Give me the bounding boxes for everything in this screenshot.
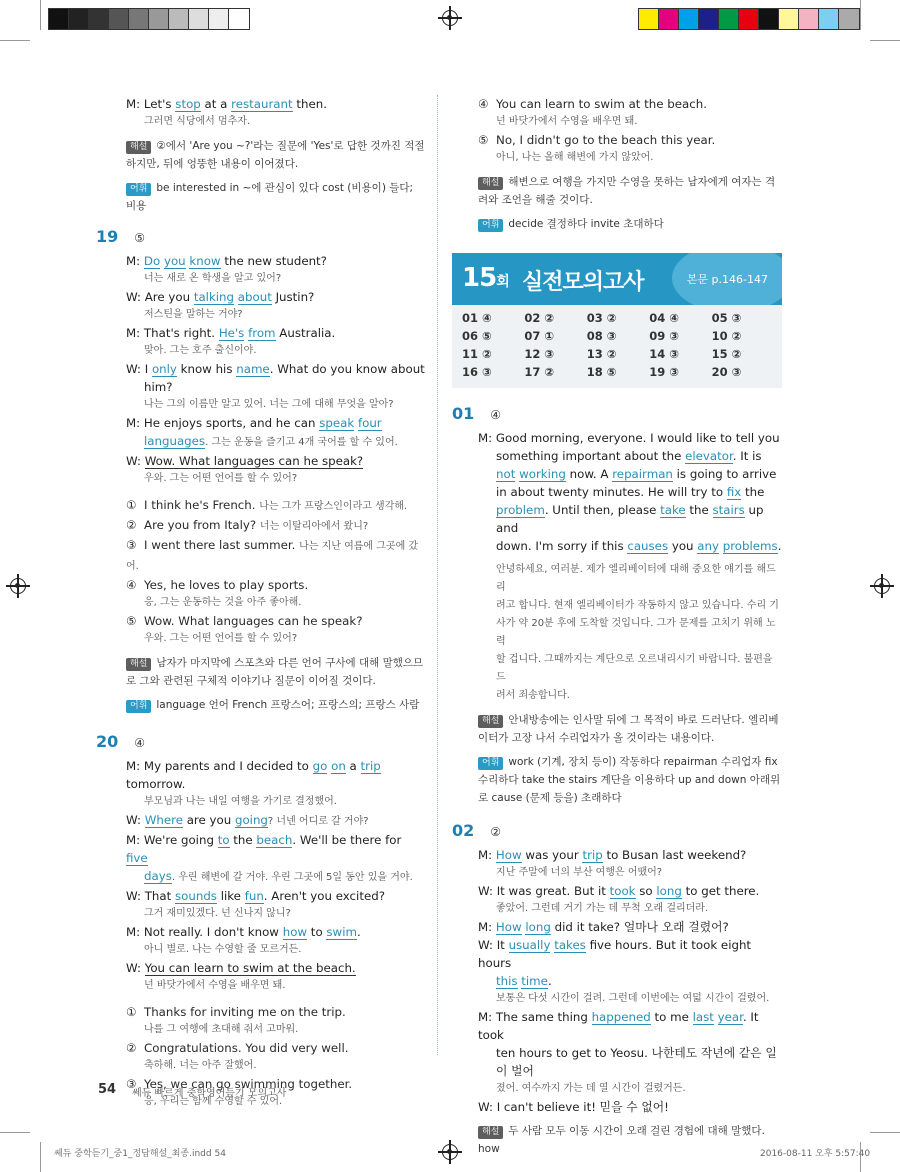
explanation-note: 해설 두 사람 모두 이동 시간이 오래 걸린 경험에 대해 말했다. how <box>478 1125 765 1155</box>
answer-key-item: 15 ② <box>711 347 742 361</box>
crop-mark <box>0 40 30 41</box>
dialogue-line-cont: something important about the elevator. It is <box>496 449 762 463</box>
answer-key-item: 08 ③ <box>586 329 617 343</box>
vocab-note: 어휘 language 언어 French 프랑스어; 프랑스의; 프랑스 사람 <box>126 696 426 714</box>
dialogue-line-cont: down. I'm sorry if this causes you any problems. <box>496 539 782 553</box>
answer-key-item: 13 ② <box>586 347 617 361</box>
answer-key-item: 07 ① <box>524 329 555 343</box>
crop-mark <box>40 0 41 30</box>
dialogue-line: M: Good morning, everyone. I would like to tell you <box>478 431 780 445</box>
answer-option: ① I think he's French. 나는 그가 프랑스인이라고 생각해. <box>126 498 408 512</box>
explanation-note: 해설 안내방송에는 인사말 뒤에 그 목적이 바로 드러난다. 엘리베이터가 고장 나서 수리업자가 올 것이라는 내용이다. <box>478 714 779 744</box>
answer-key-item: 20 ③ <box>711 365 742 379</box>
translation: 사가 약 20분 후에 도착할 것입니다. 그가 문제를 고치기 위해 노력 <box>496 618 776 647</box>
dialogue-line: M: Not really. I don't know how to swim. <box>126 925 361 939</box>
answer-key-item: 11 ② <box>462 347 492 361</box>
dialogue-line-cont: languages. 그는 운동을 즐기고 4개 국어를 할 수 있어. <box>144 434 398 448</box>
vocab-note: 어휘 decide 결정하다 invite 초대하다 <box>478 215 782 233</box>
translation: 맞아. 그는 호주 출신이야. <box>144 345 257 356</box>
translation: 우와. 그는 어떤 언어를 할 수 있어? <box>144 633 298 644</box>
dialogue-line-cont: not working now. A repairman is going to arrive <box>496 467 777 481</box>
translation: 응, 우리는 함께 수영할 수 있어. <box>144 1096 283 1107</box>
dialogue-line: M: My parents and I decided to go on a trip tomorrow. <box>126 759 381 791</box>
page-reference: 본문 p.146-147 <box>686 273 768 286</box>
translation: 려서 죄송합니다. <box>496 690 570 701</box>
dialogue-line: W: Where are you going? 너넨 어디로 갈 거야? <box>126 813 369 827</box>
translation: 할 겁니다. 그때까지는 계단으로 오르내리시기 바랍니다. 불편을 드 <box>496 654 773 683</box>
answer-option: ② Are you from Italy? 너는 이탈리아에서 왔니? <box>126 518 369 532</box>
answer-option: ① Thanks for inviting me on the trip. <box>126 1005 346 1019</box>
dialogue-line-cont: this time. <box>496 974 552 988</box>
translation: 저스틴을 말하는 거야? <box>144 309 243 320</box>
answer-option: ④ Yes, he loves to play sports. <box>126 578 309 592</box>
answer-key-item: 03 ② <box>586 311 617 325</box>
translation: 축하해. 너는 아주 잘했어. <box>144 1060 257 1071</box>
dialogue-line: M: How was your trip to Busan last weekend? <box>478 848 747 862</box>
dialogue-line-cont: ten hours to get to Yeosu. 나한테도 작년에 같은 일이 벌어 <box>496 1046 777 1078</box>
crop-mark <box>870 1132 900 1133</box>
question-heading: 19 ⑤ <box>96 227 146 246</box>
translation: 그거 재미있겠다. 넌 신나지 않니? <box>144 908 291 919</box>
answer-key-item: 09 ③ <box>649 329 679 343</box>
question-heading: 20 ④ <box>96 732 146 751</box>
translation: 너는 새로 온 학생을 알고 있어? <box>144 273 282 284</box>
page-number: 54 <box>98 1082 117 1097</box>
answer-key-item: 16 ③ <box>462 365 492 379</box>
dialogue-line: M: Let's stop at a restaurant then. <box>126 97 327 111</box>
answer-option: ③ Yes, we can go swimming together. <box>126 1077 353 1091</box>
dialogue-line: W: Wow. What languages can he speak? <box>126 454 364 468</box>
answer-key-item: 14 ③ <box>649 347 679 361</box>
translation: 나는 그의 이름만 알고 있어. 너는 그에 대해 무엇을 알아? <box>144 399 394 410</box>
registration-mark-icon <box>442 10 458 26</box>
dialogue-line: W: That sounds like fun. Aren't you excited? <box>126 889 385 903</box>
translation: 보통은 다섯 시간이 걸려. 그런데 이번에는 여덟 시간이 걸렸어. <box>496 993 770 1004</box>
dialogue-line: W: It usually takes five hours. But it took eight hours <box>478 938 752 970</box>
dialogue-line: W: I only know his name. What do you know about <box>126 362 425 376</box>
answer-option: ⑤ Wow. What languages can he speak? <box>126 614 363 628</box>
answer-option: ④ You can learn to swim at the beach. <box>478 97 707 111</box>
dialogue-line-cont: days. 우린 해변에 갈 거야. 우린 그곳에 5일 동안 있을 거야. <box>144 869 413 883</box>
translation: 아니, 나는 올해 해변에 가지 않았어. <box>496 152 654 163</box>
color-swatch-strip <box>638 8 860 30</box>
answer-key-item: 05 ③ <box>711 311 742 325</box>
translation: 지난 주말에 너의 부산 여행은 어땠어? <box>496 867 663 878</box>
answer-key-item: 04 ④ <box>649 311 679 325</box>
explanation-note: 해설 ②에서 'Are you ~?'라는 질문에 'Yes'로 답한 것까진 적절하지만, 뒤에 엉뚱한 내용이 이어졌다. <box>126 140 425 170</box>
translation: 안녕하세요, 여러분. 제가 엘리베이터에 대해 중요한 얘기를 해드리 <box>496 564 776 593</box>
book-title: 쎄듀 빠르게 중학영어듣기 모의고사 <box>132 1088 287 1099</box>
crop-mark <box>860 0 861 30</box>
crop-mark <box>870 40 900 41</box>
print-slug-file: 쎄듀 중학듣기_중1_정답해설_최종.indd 54 <box>54 1149 226 1159</box>
crop-mark <box>40 1142 41 1172</box>
dialogue-line-cont: him? <box>144 380 173 394</box>
dialogue-line: M: That's right. He's from Australia. <box>126 326 336 340</box>
dialogue-line: M: The same thing happened to me last year. It took <box>478 1010 759 1042</box>
answer-key-item: 19 ③ <box>649 365 679 379</box>
dialogue-line: M: How long did it take? 얼마나 오래 걸렸어? <box>478 920 729 934</box>
answer-option: ③ I went there last summer. 나는 지난 여름에 그곳에 갔어. <box>126 538 419 572</box>
answer-option: ⑤ No, I didn't go to the beach this year. <box>478 133 716 147</box>
registration-mark-icon <box>10 578 26 594</box>
vocab-note: 어휘 work (기계, 장치 등이) 작동하다 repairman 수리업자 fix 수리하다 take the stairs 계단을 이용하다 up and down 아래위로 cause (문제 등을) 초래하다 <box>478 756 781 804</box>
answer-option: ② Congratulations. You did very well. <box>126 1041 349 1055</box>
answer-key-item: 17 ② <box>524 365 555 379</box>
translation: 넌 바닷가에서 수영을 배우면 돼. <box>144 980 286 991</box>
dialogue-line: M: We're going to the beach. We'll be there for five <box>126 833 402 865</box>
question-heading: 02 ② <box>452 821 502 840</box>
translation: 나를 그 여행에 초대해 줘서 고마워. <box>144 1024 299 1035</box>
dialogue-line: M: Do you know the new student? <box>126 254 327 268</box>
dialogue-line-cont: problem. Until then, please take the stairs up and <box>496 503 764 535</box>
answer-key-item: 12 ③ <box>524 347 555 361</box>
gray-swatch-strip <box>48 8 250 30</box>
dialogue-line-cont: in about twenty minutes. He will try to fix the <box>496 485 765 499</box>
translation: 아니 별로. 나는 수영할 줄 모르거든. <box>144 944 302 955</box>
translation: 졌어. 여수까지 가는 데 열 시간이 걸렸거든. <box>496 1083 686 1094</box>
explanation-note: 해설 해변으로 여행을 가지만 수영을 못하는 남자에게 여자는 격려와 조언을 해줄 것이다. <box>478 176 776 206</box>
dialogue-line: W: Are you talking about Justin? <box>126 290 315 304</box>
print-slug-date: 2016-08-11 오후 5:57:40 <box>760 1149 871 1159</box>
translation: 려고 합니다. 현재 엘리베이터가 작동하지 않고 있습니다. 수리 기 <box>496 600 779 611</box>
answer-key-grid <box>452 305 782 388</box>
translation: 우와. 그는 어떤 언어를 할 수 있어? <box>144 473 298 484</box>
translation: 부모님과 나는 내일 여행을 가기로 결정했어. <box>144 796 337 807</box>
dialogue-line: W: You can learn to swim at the beach. <box>126 961 356 975</box>
test-banner <box>452 253 782 305</box>
translation: 그러면 식당에서 멈추자. <box>144 116 251 127</box>
dialogue-line: W: It was great. But it took so long to get there. <box>478 884 760 898</box>
right-column <box>452 95 782 1164</box>
translation: 응, 그는 운동하는 것을 아주 좋아해. <box>144 597 302 608</box>
answer-key-item: 10 ② <box>711 329 742 343</box>
translation: 좋았어. 그런데 거기 가는 데 무척 오래 걸리더라. <box>496 903 709 914</box>
dialogue-line: M: He enjoys sports, and he can speak four <box>126 416 382 430</box>
crop-mark <box>0 1132 30 1133</box>
answer-key-item: 02 ② <box>524 311 555 325</box>
column-divider <box>437 95 438 1055</box>
vocab-note: 어휘 be interested in ~에 관심이 있다 cost (비용이) 들다; 비용 <box>126 182 414 212</box>
left-column <box>96 95 426 1111</box>
explanation-note: 해설 남자가 마지막에 스포츠와 다른 언어 구사에 대해 말했으므로 그와 관련된 구체적 이야기나 질문이 이어질 것이다. <box>126 657 424 687</box>
registration-mark-icon <box>874 578 890 594</box>
dialogue-line: W: I can't believe it! 믿을 수 없어! <box>478 1100 669 1114</box>
answer-key-item: 18 ⑤ <box>586 365 617 379</box>
banner-title: 실전모의고사 <box>522 270 644 295</box>
translation: 넌 바닷가에서 수영을 배우면 돼. <box>496 116 638 127</box>
answer-key-item: 06 ⑤ <box>462 329 492 343</box>
answer-key-item: 01 ④ <box>462 311 492 325</box>
test-number: 15회 <box>462 263 509 293</box>
question-heading: 01 ④ <box>452 404 502 423</box>
